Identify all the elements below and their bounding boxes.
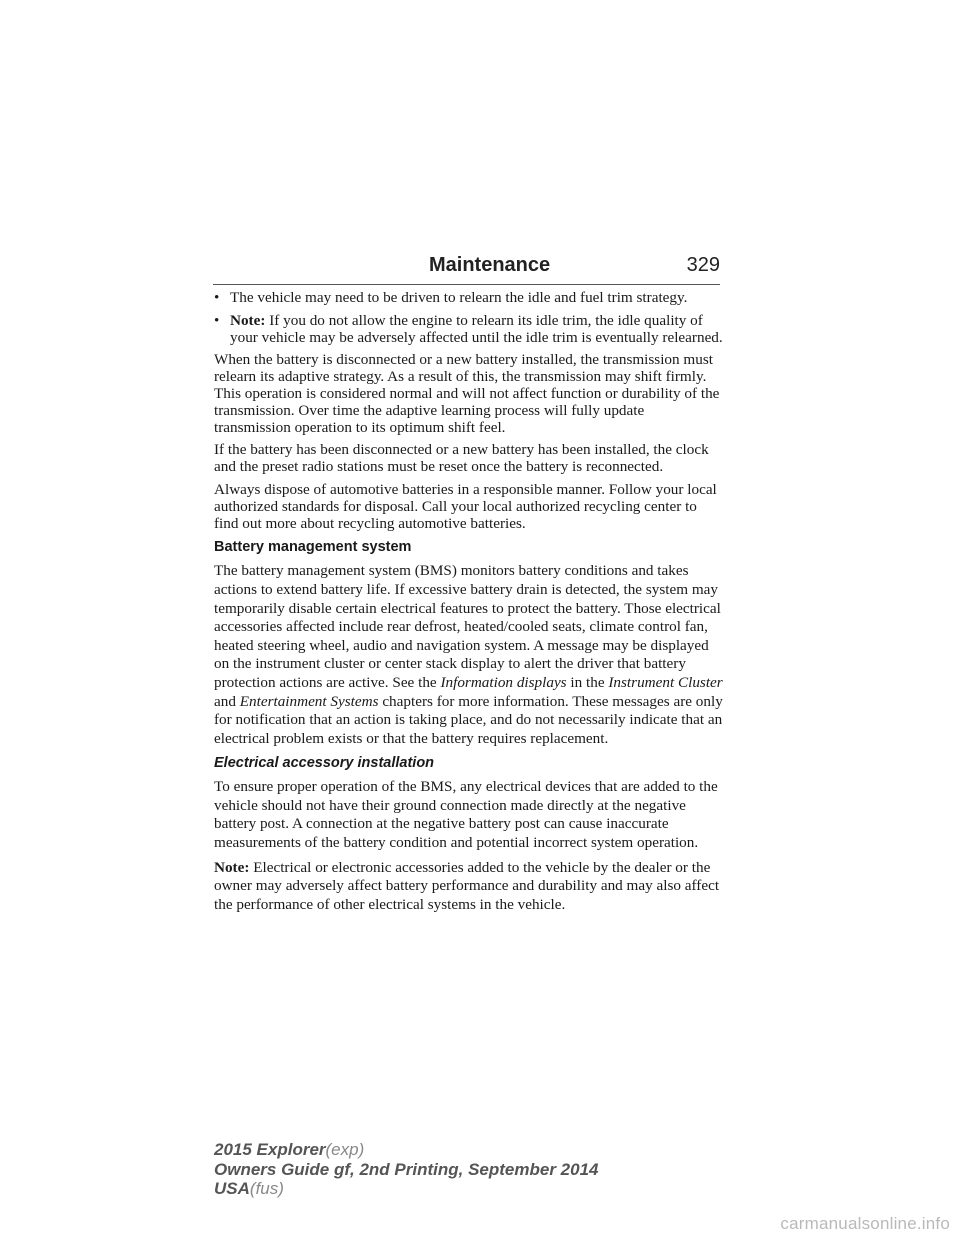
paragraph-disposal: Always dispose of automotive batteries in a responsible manner. Follow your local authorized standards for disposal. Call your local authorized recycling center to find out more about recycling automotive batteries. [214, 480, 717, 532]
note-text: Electrical or electronic accessories added to the vehicle by the dealer or the owner may adversely affect battery performance and durability and may also affect the performance of other electrical systems in the vehicle. [214, 858, 720, 913]
bullet-icon: • [214, 311, 220, 329]
page-number: 329 [686, 254, 720, 276]
note-label: Note: [214, 858, 250, 876]
footer-line-market [214, 1179, 598, 1199]
watermark: carmanualsonline.info [780, 1214, 950, 1233]
footer-model-code: (exp) [325, 1140, 365, 1159]
bullet-text: If you do not allow the engine to relearn its idle trim, the idle quality of your vehicle may be adversely affected until the idle trim is eventually relearned. [230, 311, 723, 346]
paragraph-note [214, 859, 724, 915]
reference-instrument-cluster: Instrument Cluster [608, 673, 723, 691]
note-label: Note: [230, 311, 266, 329]
page-header [213, 254, 720, 285]
footer-market-code: (fus) [249, 1179, 284, 1198]
bms-text-c: and [214, 692, 240, 710]
accessory-heading: Electrical accessory installation [214, 755, 435, 772]
footer-market: USA [214, 1179, 250, 1198]
page-content [214, 290, 724, 920]
bms-text-d: chapters for more information. These messages are only for notification that an action is taking place, and do not necessarily indicate that an electrical problem exists or that the battery requires replacement. [214, 692, 723, 747]
paragraph-bms [214, 562, 724, 748]
reference-information-displays: Information displays [440, 673, 567, 691]
bullet-item [214, 290, 724, 307]
bms-text-b: in the [566, 673, 609, 691]
footer-model: 2015 Explorer [214, 1140, 326, 1159]
paragraph-transmission: When the battery is disconnected or a new battery installed, the transmission must relearn its adaptive strategy. As a result of this, the transmission may shift firmly. This operation is considered normal and will not affect function or durability of the transmission. Over time the adaptive learning process will fully update transmission operation to its optimum shift feel. [214, 351, 720, 436]
bullet-icon: • [214, 289, 220, 306]
footer-line-guide [214, 1160, 598, 1180]
paragraph-accessory: To ensure proper operation of the BMS, any electrical devices that are added to the vehicle should not have their ground connection made directly at the negative battery post. A connection at the negative battery post can cause inaccurate measurements of the battery condition and potential incorrect system operation. [214, 778, 718, 852]
page-footer [214, 1140, 598, 1199]
footer-guide: Owners Guide gf, 2nd Printing, September 2014 [214, 1159, 599, 1179]
reference-entertainment-systems: Entertainment Systems [239, 692, 379, 710]
footer-line-model [214, 1140, 598, 1160]
bullet-text: The vehicle may need to be driven to relearn the idle and fuel trim strategy. [230, 289, 688, 306]
section-title: Maintenance [429, 254, 551, 276]
bms-heading: Battery management system [214, 539, 412, 556]
bms-text-a: The battery management system (BMS) monitors battery conditions and takes actions to extend battery life. If excessive battery drain is detected, the system may temporarily disable certain electrical features to protect the battery. Those electrical accessories affected include rear defrost, heated/cooled seats, climate control fan, heated steering wheel, audio and navigation system. A message may be displayed on the instrument cluster or center stack display to alert the driver that battery protection actions are active. See the [214, 562, 721, 691]
paragraph-clock-radio: If the battery has been disconnected or a new battery has been installed, the clock and the preset radio stations must be reset once the battery is reconnected. [214, 441, 709, 476]
bullet-item [214, 313, 724, 347]
